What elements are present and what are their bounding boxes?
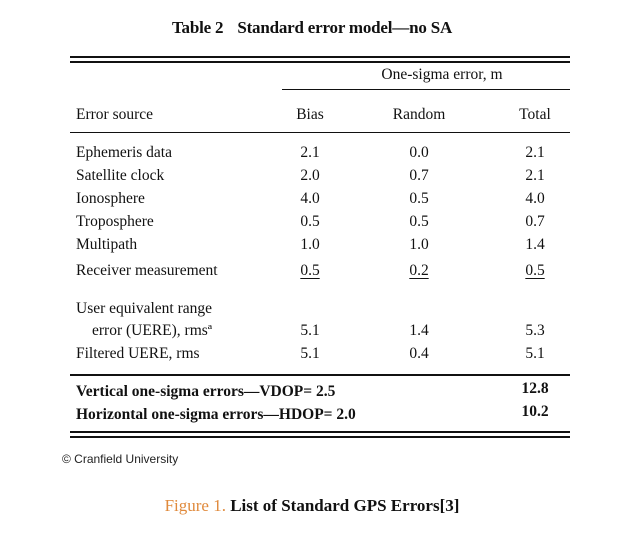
uere-label-line2: error (UERE), rmsª <box>92 322 213 339</box>
row-source: Multipath <box>76 236 138 253</box>
row-random: 0.7 <box>409 167 429 184</box>
copyright-credit: © Cranfield University <box>62 452 179 466</box>
header-rule <box>70 132 570 133</box>
row-source: Troposphere <box>76 213 154 230</box>
col-header-random: Random <box>392 106 446 123</box>
filtered-random: 0.4 <box>409 345 429 362</box>
figure-label: Figure 1. <box>164 496 226 515</box>
row-total: 0.5 <box>525 262 545 279</box>
uere-label-line1: User equivalent range <box>76 300 212 317</box>
row-source: Satellite clock <box>76 167 165 184</box>
col-header-total: Total <box>519 106 551 123</box>
figure-caption-text: List of Standard GPS Errors[3] <box>230 496 460 515</box>
row-random: 0.5 <box>409 213 429 230</box>
horizontal-total: 10.2 <box>521 403 549 420</box>
bottom-rule <box>70 431 570 433</box>
filtered-bias: 5.1 <box>300 345 320 362</box>
filtered-total: 5.1 <box>525 345 545 362</box>
row-bias: 0.5 <box>300 213 320 230</box>
group-header-rule <box>282 89 570 90</box>
col-header-source: Error source <box>76 106 154 123</box>
row-random: 0.5 <box>409 190 429 207</box>
row-total: 0.7 <box>525 213 545 230</box>
row-source: Ionosphere <box>76 190 145 207</box>
row-total: 2.1 <box>525 144 545 161</box>
top-rule-2 <box>70 61 570 63</box>
vertical-label: Vertical one-sigma errors—VDOP= 2.5 <box>76 383 336 400</box>
row-source: Ephemeris data <box>76 144 172 161</box>
row-bias: 2.1 <box>300 144 320 161</box>
table-title <box>0 18 624 38</box>
col-header-bias: Bias <box>296 106 324 123</box>
row-bias: 2.0 <box>300 167 320 184</box>
figure-caption <box>0 496 624 516</box>
uere-random: 1.4 <box>409 322 429 339</box>
row-bias: 1.0 <box>300 236 320 253</box>
row-bias: 0.5 <box>300 262 320 279</box>
row-random: 1.0 <box>409 236 429 253</box>
row-source: Receiver measurement <box>76 262 218 279</box>
filtered-label: Filtered UERE, rms <box>76 345 200 362</box>
table-number: Table 2 <box>171 18 224 37</box>
summary-rule <box>70 374 570 376</box>
row-total: 2.1 <box>525 167 545 184</box>
uere-bias: 5.1 <box>300 322 320 339</box>
row-random: 0.2 <box>409 262 429 279</box>
row-bias: 4.0 <box>300 190 320 207</box>
table-subtitle: Standard error model—no SA <box>237 18 453 37</box>
row-total: 4.0 <box>525 190 545 207</box>
top-rule <box>70 56 570 58</box>
row-total: 1.4 <box>525 236 545 253</box>
horizontal-label: Horizontal one-sigma errors—HDOP= 2.0 <box>76 406 356 423</box>
vertical-total: 12.8 <box>521 380 549 397</box>
bottom-rule-2 <box>70 436 570 438</box>
row-random: 0.0 <box>409 144 429 161</box>
uere-total: 5.3 <box>525 322 545 339</box>
group-header: One-sigma error, m <box>381 66 503 83</box>
